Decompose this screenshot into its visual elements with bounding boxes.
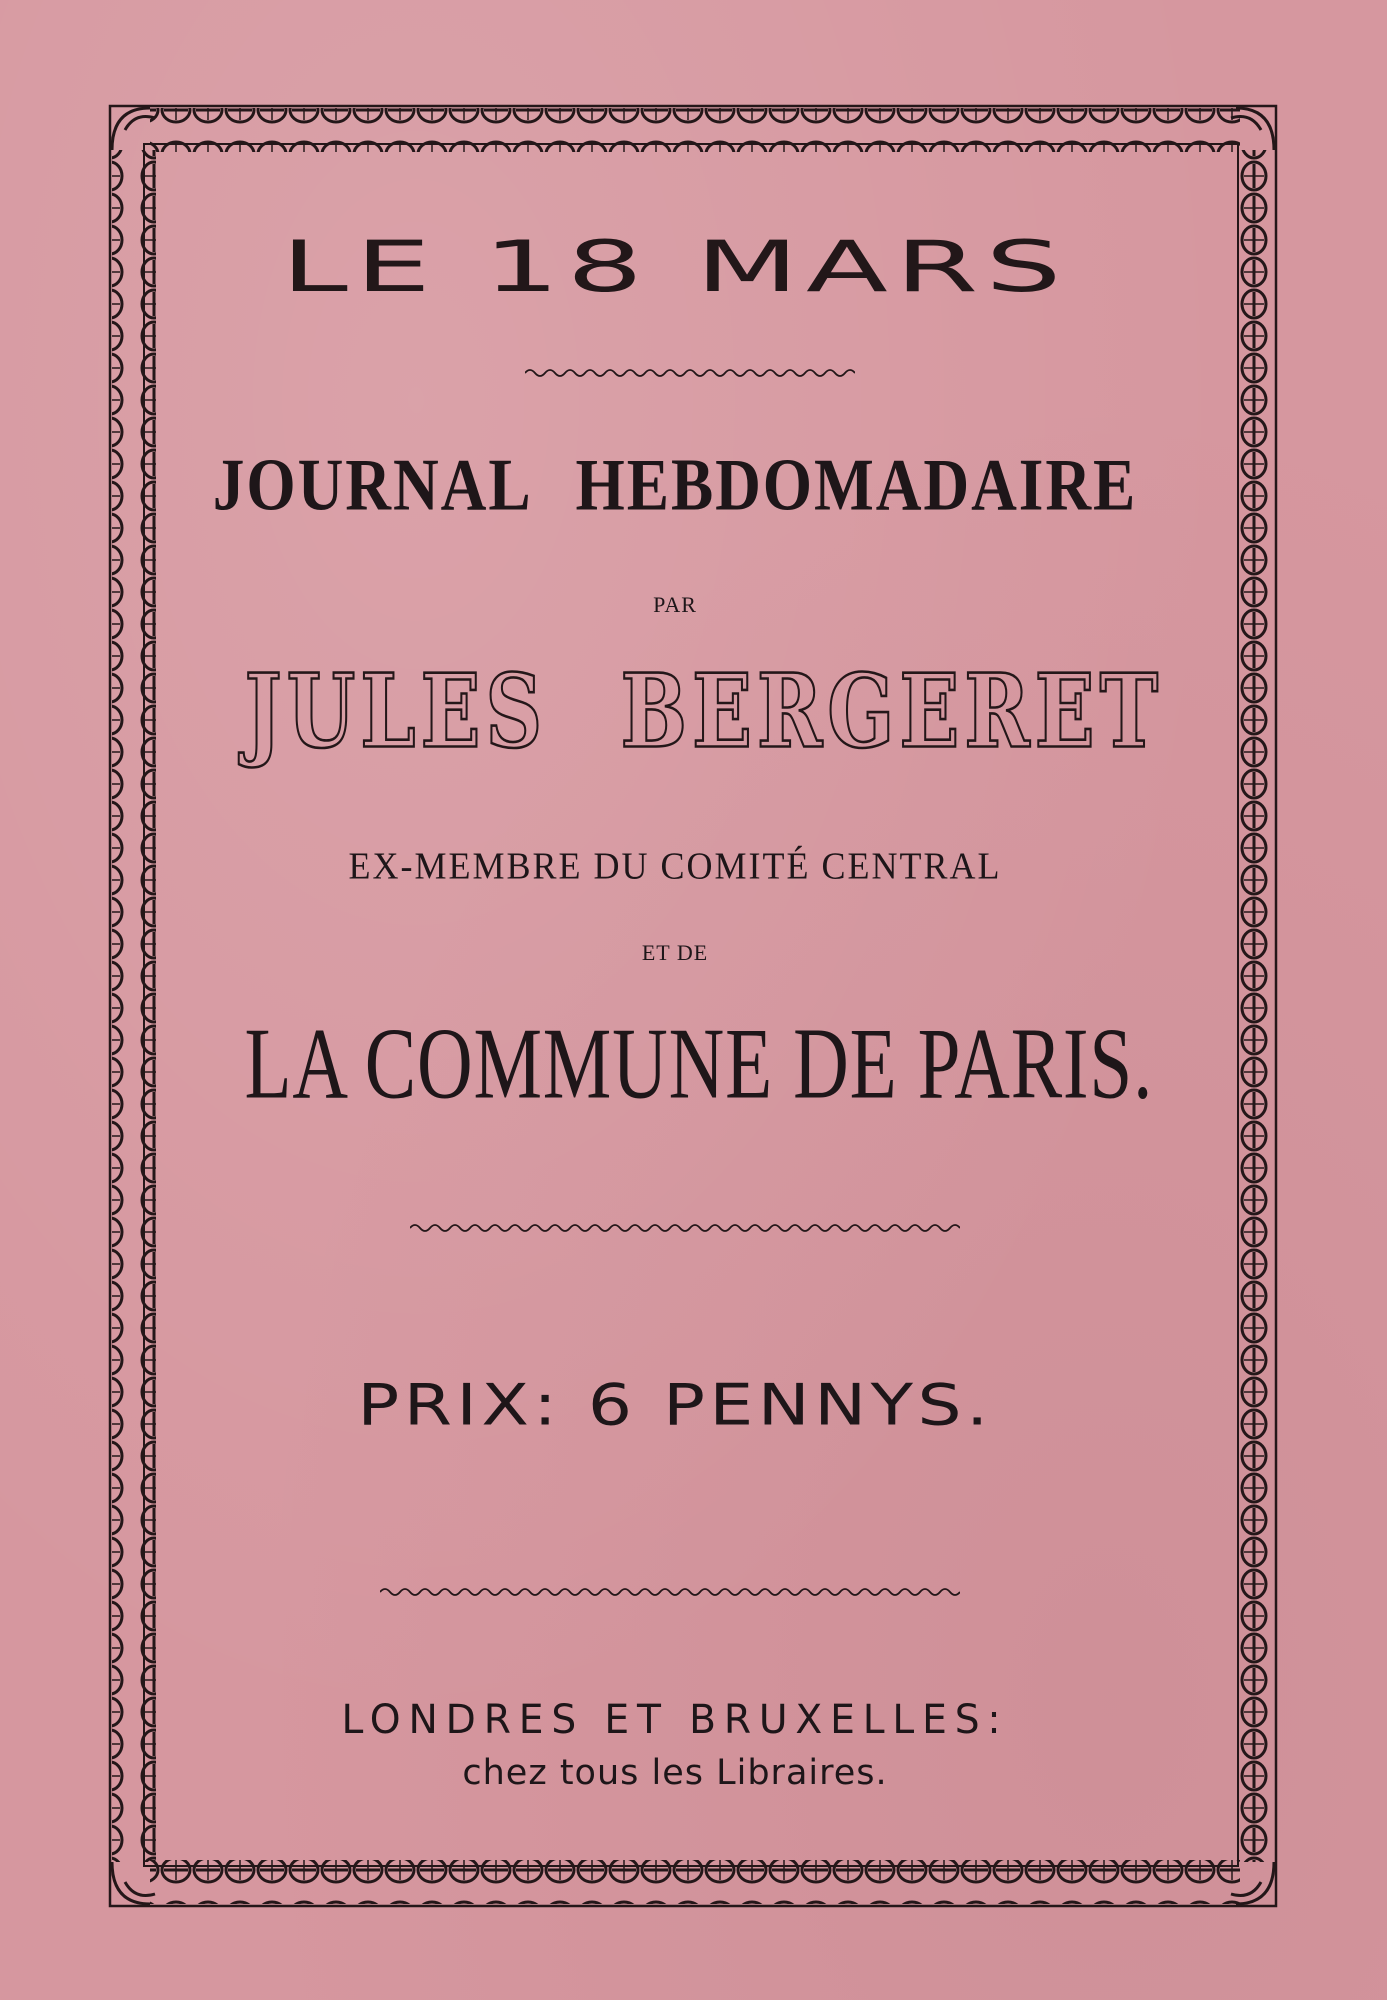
wavy-divider-bottom bbox=[380, 1584, 960, 1600]
author-role: EX-MEMBRE DU COMITÉ CENTRAL bbox=[348, 845, 1002, 887]
price-line: PRIX: 6 PENNYS. bbox=[357, 1370, 993, 1439]
et-de-label: ET DE bbox=[641, 940, 709, 965]
cities-line: LONDRES ET BRUXELLES: bbox=[341, 1697, 1009, 1743]
sellers-line: chez tous les Libraires. bbox=[462, 1753, 888, 1793]
author-name: JULES BERGERET bbox=[244, 652, 1164, 771]
journal-title: LE 18 MARS bbox=[281, 225, 1069, 309]
journal-subtitle: JOURNAL HEBDOMADAIRE bbox=[212, 444, 1138, 527]
commune-line: LA COMMUNE DE PARIS. bbox=[244, 1007, 1154, 1121]
wavy-divider-top bbox=[525, 365, 855, 381]
par-label: PAR bbox=[653, 592, 697, 617]
wavy-divider-middle bbox=[410, 1220, 960, 1236]
